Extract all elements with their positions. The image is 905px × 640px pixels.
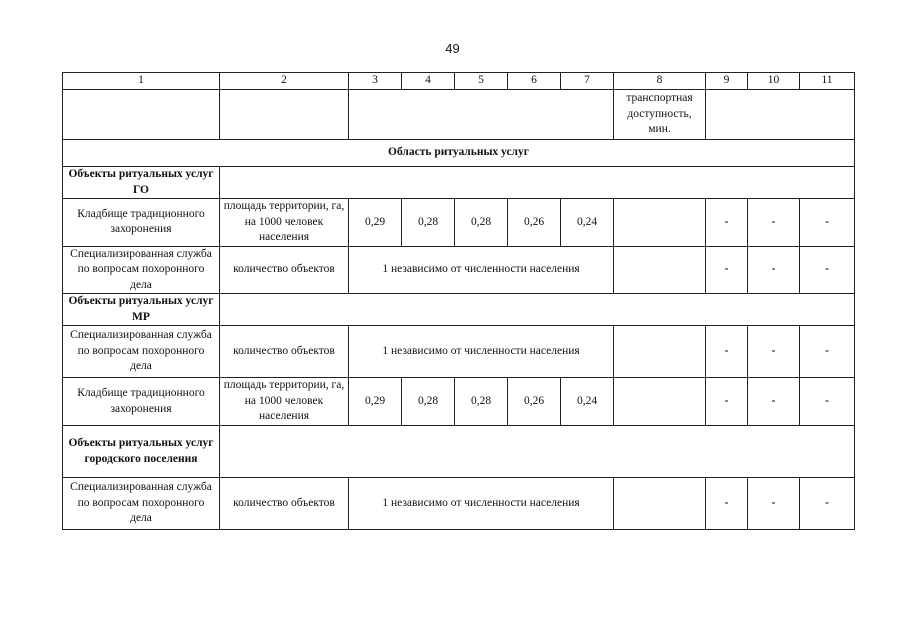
group-header-row — [63, 426, 855, 478]
col11-value: - — [800, 478, 855, 530]
section-title-row — [63, 140, 855, 167]
norm-merged-value: 1 независимо от численности населения — [349, 326, 614, 378]
object-row — [63, 246, 855, 294]
col11-value: - — [800, 326, 855, 378]
continuation-cells-3-7 — [349, 90, 614, 140]
norm-merged-value: 1 независимо от численности населения — [349, 478, 614, 530]
object-name: Кладбище традиционного захоронения — [63, 199, 220, 247]
object-row — [63, 478, 855, 530]
column-number: 11 — [800, 73, 855, 90]
object-name: Специализированная служба по вопросам похоронного дела — [63, 478, 220, 530]
col9-value: - — [706, 378, 748, 426]
indicator-unit: количество объектов — [220, 246, 349, 294]
norm-value: 0,24 — [561, 199, 614, 247]
column-number-row — [63, 73, 855, 90]
continuation-row — [63, 90, 855, 140]
group-empty-cell — [220, 167, 855, 199]
indicator-unit: площадь территории, га, на 1000 человек населения — [220, 378, 349, 426]
norm-value: 0,28 — [455, 199, 508, 247]
group-empty-cell — [220, 294, 855, 326]
transport-access-label: транспортная доступность, мин. — [614, 90, 706, 140]
norms-table — [62, 72, 855, 530]
object-name: Специализированная служба по вопросам похоронного дела — [63, 246, 220, 294]
indicator-unit: количество объектов — [220, 326, 349, 378]
object-name: Специализированная служба по вопросам похоронного дела — [63, 326, 220, 378]
column-number: 7 — [561, 73, 614, 90]
norm-merged-value: 1 независимо от численности населения — [349, 246, 614, 294]
norm-value: 0,29 — [349, 378, 402, 426]
norm-value: 0,26 — [508, 378, 561, 426]
object-row — [63, 378, 855, 426]
column-number: 3 — [349, 73, 402, 90]
col9-value: - — [706, 199, 748, 247]
object-row — [63, 199, 855, 247]
col10-value: - — [748, 326, 800, 378]
norm-value: 0,28 — [402, 199, 455, 247]
group-empty-cell — [220, 426, 855, 478]
group-title: Объекты ритуальных услуг городского поселения — [63, 426, 220, 478]
norm-value: 0,29 — [349, 199, 402, 247]
col9-value: - — [706, 246, 748, 294]
transport-access-value — [614, 246, 706, 294]
column-number: 2 — [220, 73, 349, 90]
object-name: Кладбище традиционного захоронения — [63, 378, 220, 426]
norm-value: 0,24 — [561, 378, 614, 426]
column-number: 10 — [748, 73, 800, 90]
group-header-row — [63, 167, 855, 199]
col10-value: - — [748, 478, 800, 530]
col11-value: - — [800, 246, 855, 294]
col9-value: - — [706, 478, 748, 530]
column-number: 5 — [455, 73, 508, 90]
norm-value: 0,26 — [508, 199, 561, 247]
group-title: Объекты ритуальных услуг ГО — [63, 167, 220, 199]
object-row — [63, 326, 855, 378]
transport-access-value — [614, 378, 706, 426]
continuation-cell-2 — [220, 90, 349, 140]
section-title: Область ритуальных услуг — [63, 140, 855, 167]
continuation-cells-9-11 — [706, 90, 855, 140]
column-number: 1 — [63, 73, 220, 90]
group-header-row — [63, 294, 855, 326]
group-title: Объекты ритуальных услуг МР — [63, 294, 220, 326]
transport-access-value — [614, 478, 706, 530]
norm-value: 0,28 — [455, 378, 508, 426]
col9-value: - — [706, 326, 748, 378]
transport-access-value — [614, 326, 706, 378]
column-number: 4 — [402, 73, 455, 90]
indicator-unit: площадь территории, га, на 1000 человек населения — [220, 199, 349, 247]
col10-value: - — [748, 199, 800, 247]
col11-value: - — [800, 378, 855, 426]
indicator-unit: количество объектов — [220, 478, 349, 530]
norm-value: 0,28 — [402, 378, 455, 426]
col11-value: - — [800, 199, 855, 247]
continuation-cell-1 — [63, 90, 220, 140]
col10-value: - — [748, 378, 800, 426]
col10-value: - — [748, 246, 800, 294]
column-number: 6 — [508, 73, 561, 90]
column-number: 9 — [706, 73, 748, 90]
transport-access-value — [614, 199, 706, 247]
column-number: 8 — [614, 73, 706, 90]
page-number: 49 — [445, 41, 460, 56]
